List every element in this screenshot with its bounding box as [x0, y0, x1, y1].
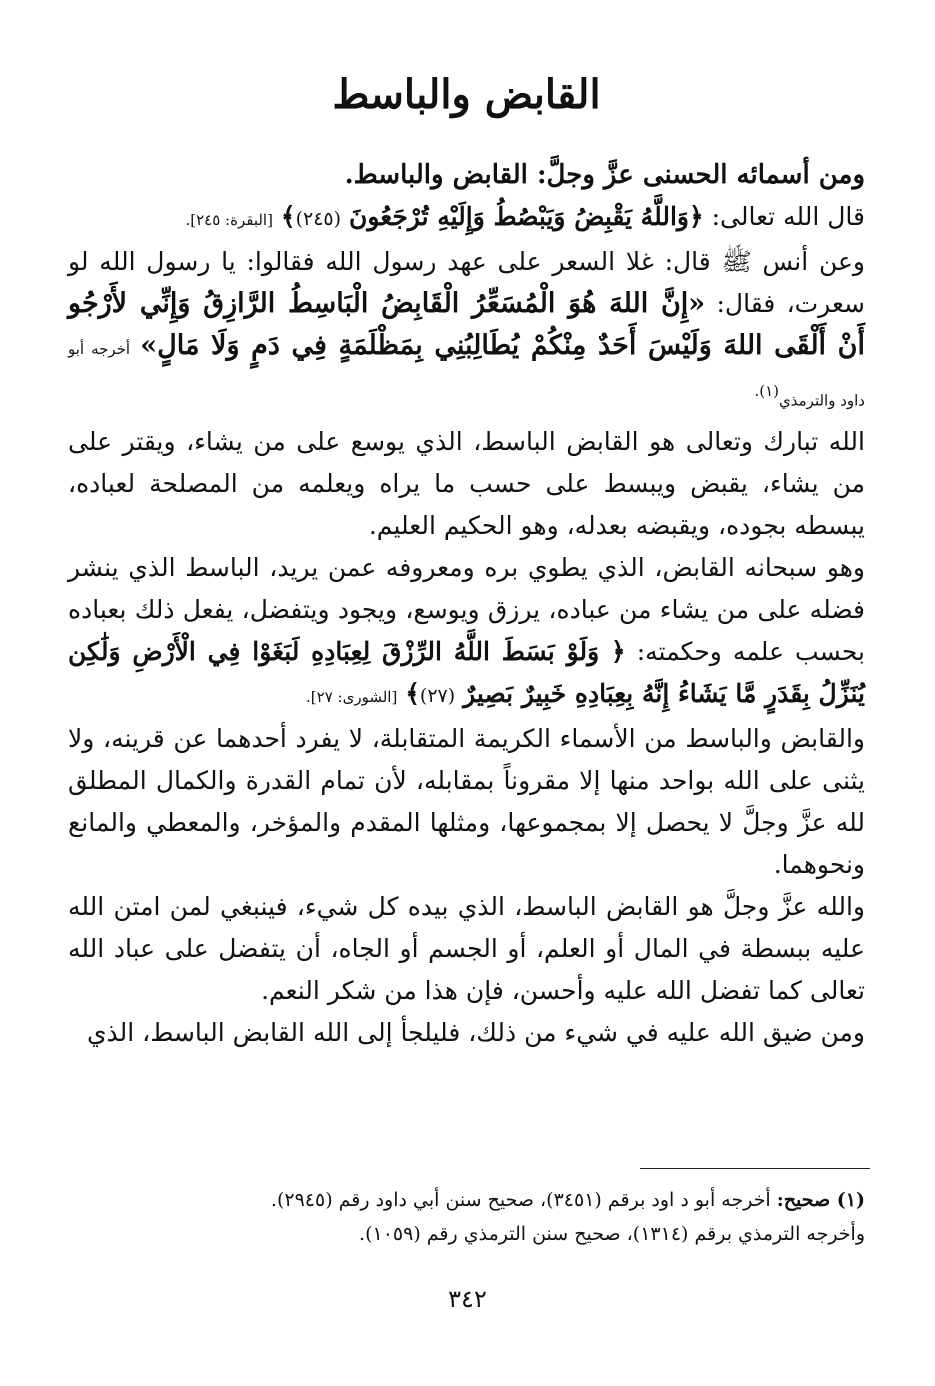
main-text: [68, 154, 865, 1054]
ayah-number-2: (٢٧): [419, 685, 456, 708]
quran-close-bracket-2: ﴾: [405, 679, 420, 709]
footnote-divider: [640, 1168, 870, 1169]
hadith-reference: أخرجه أبو داود والترمذي: [68, 340, 865, 410]
footnote-1-text: أخرجه أبو د اود برقم (٣٤٥١)، صحيح سنن أبي داود رقم (٢٩٤٥).: [270, 1189, 771, 1211]
quran-lead: قال الله تعالى:: [711, 202, 865, 231]
page-title: القابض والباسط: [332, 71, 601, 118]
quran-text: ﴿وَاللَّهُ يَقْبِضُ وَيَبْصُطُ وَإِلَيْهِ تُرْجَعُونَ: [348, 202, 704, 231]
quran-close-bracket: ﴾: [280, 202, 296, 231]
paragraph-2-text: وهو سبحانه القابض، الذي يطوي بره ومعروفه عمن يريد، الباسط الذي ينشر فضله على من يشاء من عباده، يرزق ويوسع، ويجود ويتفضل، يفعل ذلك بعباده بحسب علمه وحكمته:: [68, 553, 865, 667]
paragraph-1: الله تبارك وتعالى هو القابض الباسط، الذي يوسع على من يشاء، ويقتر على من يشاء، يقبض ويبسط على حسب ما يراه ويعلمه من المصلحة لعباده، يبسطه بجوده، ويقبضه بعدله، وهو الحكيم العليم.: [68, 427, 865, 541]
paragraph-5: ومن ضيق الله عليه في شيء من ذلك، فليلجأ إلى الله القابض الباسط، الذي: [86, 1018, 865, 1048]
page-number: ٣٤٢: [448, 1285, 487, 1313]
paragraph-3: والقابض والباسط من الأسماء الكريمة المتقابلة، لا يفرد أحدهما عن قرينه، ولا يثنى على الله بواحد منها إلا مقروناً بمقابله، لأن تمام القدرة والكمال المطلق لله عزَّ وجلَّ لا يحصل إلا بمجموعها، ومثلها المقدم والمؤخر، والمعطي والمانع ونحوهما.: [68, 724, 865, 880]
quran-reference-2: [الشورى: ٢٧].: [306, 688, 398, 707]
hadith-lead: وعن أنس ﷺ قال: غلا السعر على عهد رسول الله فقالوا: يا رسول الله لو سعرت، فقال:: [68, 247, 865, 318]
hadith-text: «إِنَّ اللهَ هُوَ الْمُسَعِّرُ الْقَابِضُ الْبَاسِطُ الرَّازِقُ وَإِنِّي لأَرْجُو أَنْ أَلْقَى اللهَ وَلَيْسَ أَحَدٌ مِنْكُمْ يُطَالِبُنِي بِمَظْلَمَةٍ فِي دَمٍ وَلَا مَالٍ»: [68, 288, 865, 361]
footnotes: [65, 1183, 865, 1251]
footnote-1-label: (١) صحيح:: [776, 1189, 865, 1211]
footnote-2: وأخرجه الترمذي برقم (١٣١٤)، صحيح سنن الترمذي رقم (١٠٥٩).: [359, 1223, 865, 1245]
footnote-mark: (١).: [754, 382, 780, 400]
hadith-paragraph: [68, 241, 865, 421]
ayah-number: (٢٤٥): [295, 208, 342, 230]
quran-reference: [البقرة: ٢٤٥].: [185, 211, 273, 229]
intro-line: ومن أسمائه الحسنى عزَّ وجلَّ: القابض والباسط.: [344, 160, 865, 190]
quran-text-2: ﴿ وَلَوْ بَسَطَ اللَّهُ الرِّزْقَ لِعِبَادِهِ لَبَغَوْا فِي الْأَرْضِ وَلَٰكِن يُنَزِّلُ بِقَدَرٍ مَّا يَشَاءُ إِنَّهُ بِعِبَادِهِ خَبِيرٌ بَصِيرٌ: [68, 637, 865, 709]
paragraph-2: [68, 547, 865, 718]
quran-verse-1: [68, 196, 865, 241]
paragraph-4: والله عزَّ وجلَّ هو القابض الباسط، الذي بيده كل شيء، فينبغي لمن امتن الله عليه ببسطة في المال أو العلم، أو الجسم أو الجاه، أن يتفضل على عباد الله تعالى كما تفضل الله عليه وأحسن، فإن هذا من شكر النعم.: [68, 892, 865, 1006]
footnote-1: [65, 1183, 865, 1217]
